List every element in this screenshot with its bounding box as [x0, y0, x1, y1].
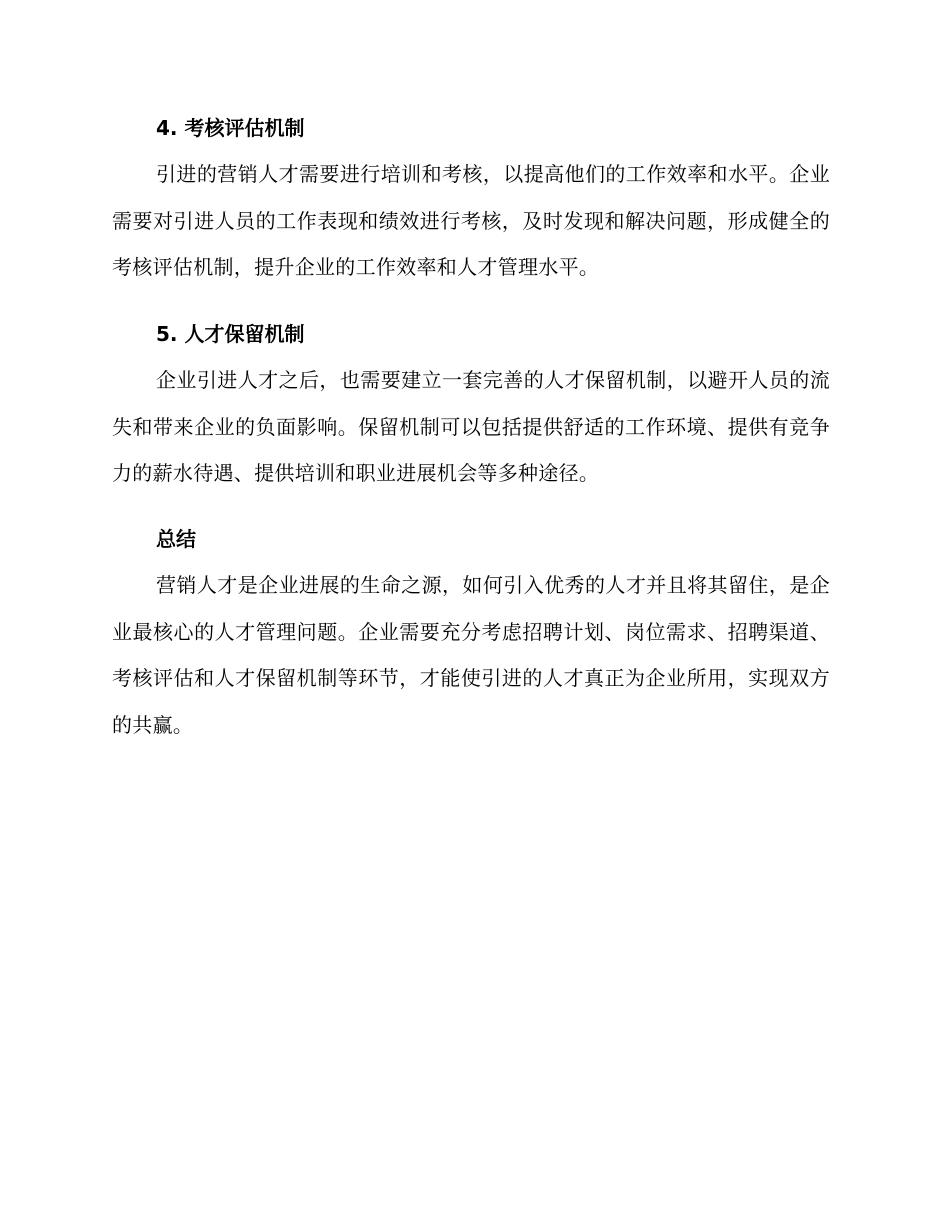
section-heading: 5. 人才保留机制 [156, 322, 305, 346]
section-paragraph: 引进的营销人才需要进行培训和考核，以提高他们的工作效率和水平。企业需要对引进人员的工作表现和绩效进行考核，及时发现和解决问题，形成健全的考核评估机制，提升企业的工作效率和人才管理水平。 [112, 162, 830, 279]
section-summary [112, 516, 830, 748]
section-retention-mechanism [112, 311, 830, 497]
section-paragraph: 营销人才是企业进展的生命之源，如何引入优秀的人才并且将其留住，是企业最核心的人才管理问题。企业需要充分考虑招聘计划、岗位需求、招聘渠道、考核评估和人才保留机制等环节，才能使引进的人才真正为企业所用，实现双方的共赢。 [112, 573, 830, 737]
section-heading: 总结 [156, 527, 196, 551]
section-assessment-mechanism [112, 105, 830, 291]
section-heading: 4. 考核评估机制 [156, 116, 305, 140]
section-paragraph: 企业引进人才之后，也需要建立一套完善的人才保留机制，以避开人员的流失和带来企业的负面影响。保留机制可以包括提供舒适的工作环境、提供有竞争力的薪水待遇、提供培训和职业进展机会等多种途径。 [112, 368, 830, 485]
